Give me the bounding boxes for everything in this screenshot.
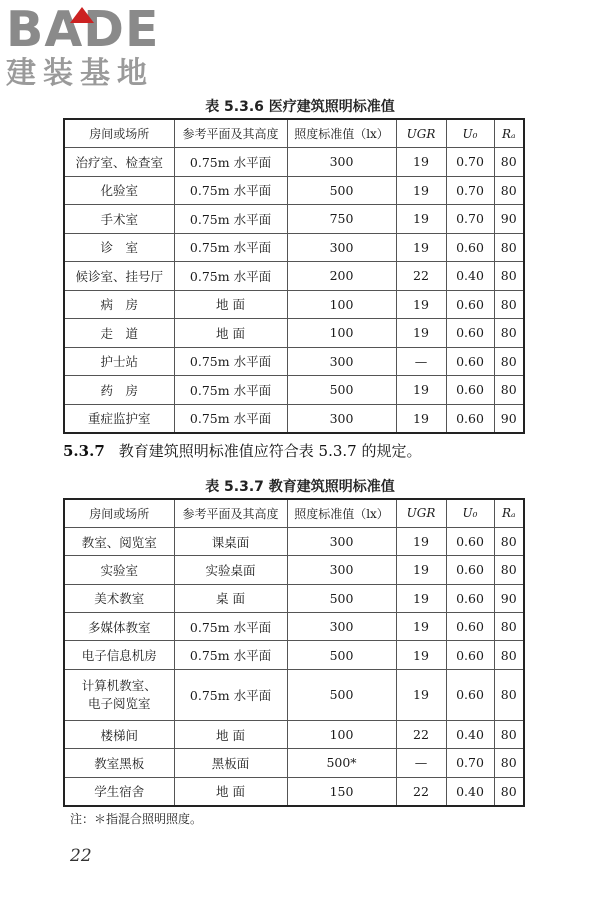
table-row bbox=[64, 749, 524, 777]
header-reference-plane: 参考平面及其高度 bbox=[174, 499, 287, 527]
illuminance-cell: 300 bbox=[287, 148, 396, 177]
header-uniformity: U₀ bbox=[446, 499, 494, 527]
ugr-cell: 19 bbox=[396, 556, 446, 584]
illuminance-cell: 500 bbox=[287, 376, 396, 405]
ra-cell: 90 bbox=[494, 205, 524, 234]
ugr-cell: 22 bbox=[396, 720, 446, 748]
room-cell: 重症监护室 bbox=[64, 404, 174, 433]
ra-cell: 80 bbox=[494, 720, 524, 748]
room-cell: 教室黑板 bbox=[64, 749, 174, 777]
room-cell: 学生宿舍 bbox=[64, 777, 174, 805]
reference-plane-cell: 实验桌面 bbox=[174, 556, 287, 584]
section-text: 教育建筑照明标准值应符合表 5.3.7 的规定。 bbox=[118, 442, 422, 460]
illuminance-cell: 100 bbox=[287, 290, 396, 319]
room-cell: 楼梯间 bbox=[64, 720, 174, 748]
ra-cell: 80 bbox=[494, 233, 524, 262]
table-row bbox=[64, 176, 524, 205]
header-ugr: UGR bbox=[396, 119, 446, 148]
uniformity-cell: 0.60 bbox=[446, 376, 494, 405]
ugr-cell: 19 bbox=[396, 527, 446, 555]
uniformity-cell: 0.70 bbox=[446, 749, 494, 777]
reference-plane-cell: 0.75m 水平面 bbox=[174, 176, 287, 205]
ra-cell: 80 bbox=[494, 376, 524, 405]
page-number: 22 bbox=[70, 846, 92, 866]
section-5-3-7 bbox=[63, 440, 421, 461]
ra-cell: 80 bbox=[494, 777, 524, 805]
illuminance-cell: 100 bbox=[287, 720, 396, 748]
header-room: 房间或场所 bbox=[64, 119, 174, 148]
table-row bbox=[64, 669, 524, 720]
illuminance-cell: 500 bbox=[287, 669, 396, 720]
table-header-row bbox=[64, 499, 524, 527]
ugr-cell: 19 bbox=[396, 669, 446, 720]
illuminance-cell: 300 bbox=[287, 556, 396, 584]
ra-cell: 80 bbox=[494, 669, 524, 720]
table-row bbox=[64, 290, 524, 319]
reference-plane-cell: 0.75m 水平面 bbox=[174, 262, 287, 291]
illuminance-cell: 500 bbox=[287, 641, 396, 669]
header-ra: Rₐ bbox=[494, 499, 524, 527]
room-cell: 美术教室 bbox=[64, 584, 174, 612]
table-row bbox=[64, 527, 524, 555]
table-row bbox=[64, 262, 524, 291]
room-cell: 多媒体教室 bbox=[64, 613, 174, 641]
table-row bbox=[64, 777, 524, 805]
ra-cell: 80 bbox=[494, 176, 524, 205]
logo-subtitle: 建装基地 bbox=[6, 56, 154, 91]
reference-plane-cell: 0.75m 水平面 bbox=[174, 205, 287, 234]
table-row bbox=[64, 319, 524, 348]
uniformity-cell: 0.60 bbox=[446, 319, 494, 348]
reference-plane-cell: 0.75m 水平面 bbox=[174, 148, 287, 177]
logo-wordmark: BADE bbox=[6, 1, 160, 58]
header-illuminance: 照度标准值（lx） bbox=[287, 499, 396, 527]
room-cell: 手术室 bbox=[64, 205, 174, 234]
bade-logo bbox=[6, 1, 186, 91]
room-cell: 化验室 bbox=[64, 176, 174, 205]
uniformity-cell: 0.60 bbox=[446, 404, 494, 433]
header-ugr: UGR bbox=[396, 499, 446, 527]
reference-plane-cell: 0.75m 水平面 bbox=[174, 404, 287, 433]
reference-plane-cell: 0.75m 水平面 bbox=[174, 669, 287, 720]
illuminance-cell: 300 bbox=[287, 347, 396, 376]
uniformity-cell: 0.70 bbox=[446, 176, 494, 205]
table-education-lighting bbox=[63, 498, 525, 807]
table-row bbox=[64, 205, 524, 234]
reference-plane-cell: 地 面 bbox=[174, 777, 287, 805]
reference-plane-cell: 黑板面 bbox=[174, 749, 287, 777]
illuminance-cell: 300 bbox=[287, 613, 396, 641]
reference-plane-cell: 地 面 bbox=[174, 319, 287, 348]
table-5-3-6-caption: 表 5.3.6 医疗建筑照明标准值 bbox=[205, 99, 395, 115]
table-row bbox=[64, 148, 524, 177]
uniformity-cell: 0.60 bbox=[446, 584, 494, 612]
uniformity-cell: 0.40 bbox=[446, 720, 494, 748]
room-cell: 教室、阅览室 bbox=[64, 527, 174, 555]
room-cell: 计算机教室、 电子阅览室 bbox=[64, 669, 174, 720]
reference-plane-cell: 0.75m 水平面 bbox=[174, 233, 287, 262]
uniformity-cell: 0.70 bbox=[446, 205, 494, 234]
illuminance-cell: 100 bbox=[287, 319, 396, 348]
illuminance-cell: 150 bbox=[287, 777, 396, 805]
room-cell: 护士站 bbox=[64, 347, 174, 376]
reference-plane-cell: 课桌面 bbox=[174, 527, 287, 555]
uniformity-cell: 0.60 bbox=[446, 290, 494, 319]
ugr-cell: 19 bbox=[396, 641, 446, 669]
ra-cell: 90 bbox=[494, 584, 524, 612]
section-number: 5.3.7 bbox=[63, 442, 105, 460]
room-cell: 走 道 bbox=[64, 319, 174, 348]
room-cell: 电子信息机房 bbox=[64, 641, 174, 669]
reference-plane-cell: 0.75m 水平面 bbox=[174, 641, 287, 669]
ugr-cell: 19 bbox=[396, 613, 446, 641]
ugr-cell: 19 bbox=[396, 205, 446, 234]
ra-cell: 80 bbox=[494, 290, 524, 319]
uniformity-cell: 0.60 bbox=[446, 641, 494, 669]
illuminance-cell: 750 bbox=[287, 205, 396, 234]
header-ra: Rₐ bbox=[494, 119, 524, 148]
uniformity-cell: 0.40 bbox=[446, 777, 494, 805]
table-row bbox=[64, 641, 524, 669]
ra-cell: 80 bbox=[494, 613, 524, 641]
illuminance-cell: 300 bbox=[287, 233, 396, 262]
ugr-cell: 22 bbox=[396, 777, 446, 805]
header-uniformity: U₀ bbox=[446, 119, 494, 148]
table-row bbox=[64, 404, 524, 433]
ra-cell: 80 bbox=[494, 148, 524, 177]
illuminance-cell: 500 bbox=[287, 584, 396, 612]
ugr-cell: — bbox=[396, 749, 446, 777]
ugr-cell: 19 bbox=[396, 319, 446, 348]
ugr-cell: — bbox=[396, 347, 446, 376]
table-note: 注：＊指混合照明照度。 bbox=[70, 812, 203, 826]
ugr-cell: 22 bbox=[396, 262, 446, 291]
ugr-cell: 19 bbox=[396, 148, 446, 177]
table-row bbox=[64, 720, 524, 748]
ra-cell: 80 bbox=[494, 262, 524, 291]
ra-cell: 80 bbox=[494, 641, 524, 669]
uniformity-cell: 0.60 bbox=[446, 527, 494, 555]
ra-cell: 90 bbox=[494, 404, 524, 433]
reference-plane-cell: 0.75m 水平面 bbox=[174, 376, 287, 405]
uniformity-cell: 0.60 bbox=[446, 347, 494, 376]
uniformity-cell: 0.60 bbox=[446, 613, 494, 641]
table-row bbox=[64, 347, 524, 376]
ra-cell: 80 bbox=[494, 527, 524, 555]
uniformity-cell: 0.40 bbox=[446, 262, 494, 291]
room-cell: 治疗室、检查室 bbox=[64, 148, 174, 177]
ugr-cell: 19 bbox=[396, 290, 446, 319]
table-5-3-7-caption: 表 5.3.7 教育建筑照明标准值 bbox=[205, 479, 395, 495]
logo-accent-triangle bbox=[70, 7, 94, 23]
uniformity-cell: 0.70 bbox=[446, 148, 494, 177]
ra-cell: 80 bbox=[494, 319, 524, 348]
room-cell: 诊 室 bbox=[64, 233, 174, 262]
table-row bbox=[64, 613, 524, 641]
ra-cell: 80 bbox=[494, 749, 524, 777]
table-row bbox=[64, 376, 524, 405]
ugr-cell: 19 bbox=[396, 404, 446, 433]
room-cell: 实验室 bbox=[64, 556, 174, 584]
table-row bbox=[64, 233, 524, 262]
illuminance-cell: 500* bbox=[287, 749, 396, 777]
uniformity-cell: 0.60 bbox=[446, 669, 494, 720]
uniformity-cell: 0.60 bbox=[446, 556, 494, 584]
reference-plane-cell: 0.75m 水平面 bbox=[174, 347, 287, 376]
table-medical-lighting bbox=[63, 118, 525, 434]
ugr-cell: 19 bbox=[396, 376, 446, 405]
ugr-cell: 19 bbox=[396, 176, 446, 205]
ra-cell: 80 bbox=[494, 347, 524, 376]
header-room: 房间或场所 bbox=[64, 499, 174, 527]
reference-plane-cell: 地 面 bbox=[174, 290, 287, 319]
ugr-cell: 19 bbox=[396, 584, 446, 612]
room-cell: 药 房 bbox=[64, 376, 174, 405]
header-illuminance: 照度标准值（lx） bbox=[287, 119, 396, 148]
header-reference-plane: 参考平面及其高度 bbox=[174, 119, 287, 148]
illuminance-cell: 200 bbox=[287, 262, 396, 291]
illuminance-cell: 300 bbox=[287, 404, 396, 433]
reference-plane-cell: 桌 面 bbox=[174, 584, 287, 612]
uniformity-cell: 0.60 bbox=[446, 233, 494, 262]
illuminance-cell: 500 bbox=[287, 176, 396, 205]
reference-plane-cell: 0.75m 水平面 bbox=[174, 613, 287, 641]
illuminance-cell: 300 bbox=[287, 527, 396, 555]
reference-plane-cell: 地 面 bbox=[174, 720, 287, 748]
table-row bbox=[64, 556, 524, 584]
table-row bbox=[64, 584, 524, 612]
ugr-cell: 19 bbox=[396, 233, 446, 262]
room-cell: 病 房 bbox=[64, 290, 174, 319]
room-cell: 候诊室、挂号厅 bbox=[64, 262, 174, 291]
ra-cell: 80 bbox=[494, 556, 524, 584]
table-header-row bbox=[64, 119, 524, 148]
